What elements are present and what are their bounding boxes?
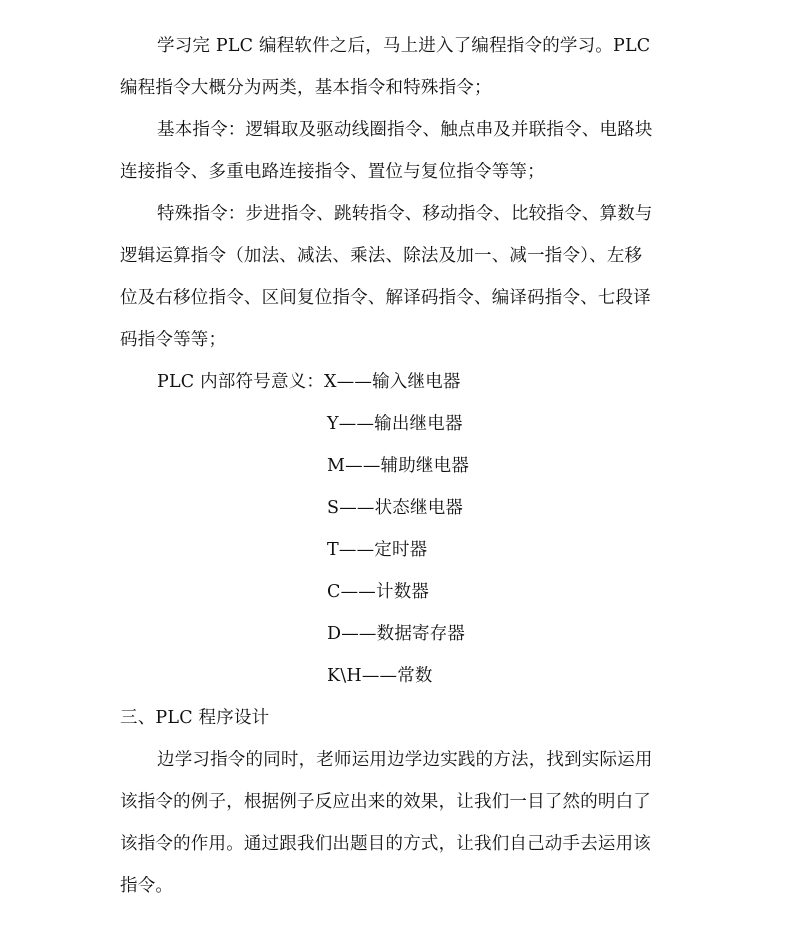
symbols-intro: PLC 内部符号意义：X——输入继电器	[157, 372, 461, 392]
paragraph-3-line-1: 特殊指令：步进指令、跳转指令、移动指令、比较指令、算数与	[157, 204, 653, 224]
symbol-s: S——状态继电器	[327, 498, 464, 518]
symbol-m: M——辅助继电器	[327, 456, 470, 476]
paragraph-4-line-1: 边学习指令的同时，老师运用边学边实践的方法，找到实际运用	[157, 750, 653, 770]
paragraph-2-line-2: 连接指令、多重电路连接指令、置位与复位指令等等；	[120, 162, 545, 182]
symbol-y: Y——输出继电器	[327, 414, 463, 434]
symbol-t: T——定时器	[327, 540, 428, 560]
paragraph-1-line-2: 编程指令大概分为两类，基本指令和特殊指令；	[120, 78, 492, 98]
section-heading: 三、PLC 程序设计	[120, 708, 270, 728]
symbol-c: C——计数器	[327, 582, 430, 602]
paragraph-4-line-3: 该指令的作用。通过跟我们出题目的方式，让我们自己动手去运用该	[120, 834, 651, 854]
paragraph-1-line-1: 学习完 PLC 编程软件之后，马上进入了编程指令的学习。PLC	[157, 36, 651, 56]
symbol-kh: K\H——常数	[327, 666, 433, 686]
paragraph-3-line-2: 逻辑运算指令（加法、减法、乘法、除法及加一、减一指令）、左移	[120, 246, 643, 266]
paragraph-4-line-2: 该指令的例子，根据例子反应出来的效果，让我们一目了然的明白了	[120, 792, 651, 812]
symbol-d: D——数据寄存器	[327, 624, 466, 644]
paragraph-3-line-3: 位及右移位指令、区间复位指令、解译码指令、编译码指令、七段译	[120, 288, 651, 308]
paragraph-2-line-1: 基本指令：逻辑取及驱动线圈指令、触点串及并联指令、电路块	[157, 120, 653, 140]
paragraph-3-line-4: 码指令等等；	[120, 330, 227, 350]
paragraph-4-line-4: 指令。	[120, 876, 174, 896]
